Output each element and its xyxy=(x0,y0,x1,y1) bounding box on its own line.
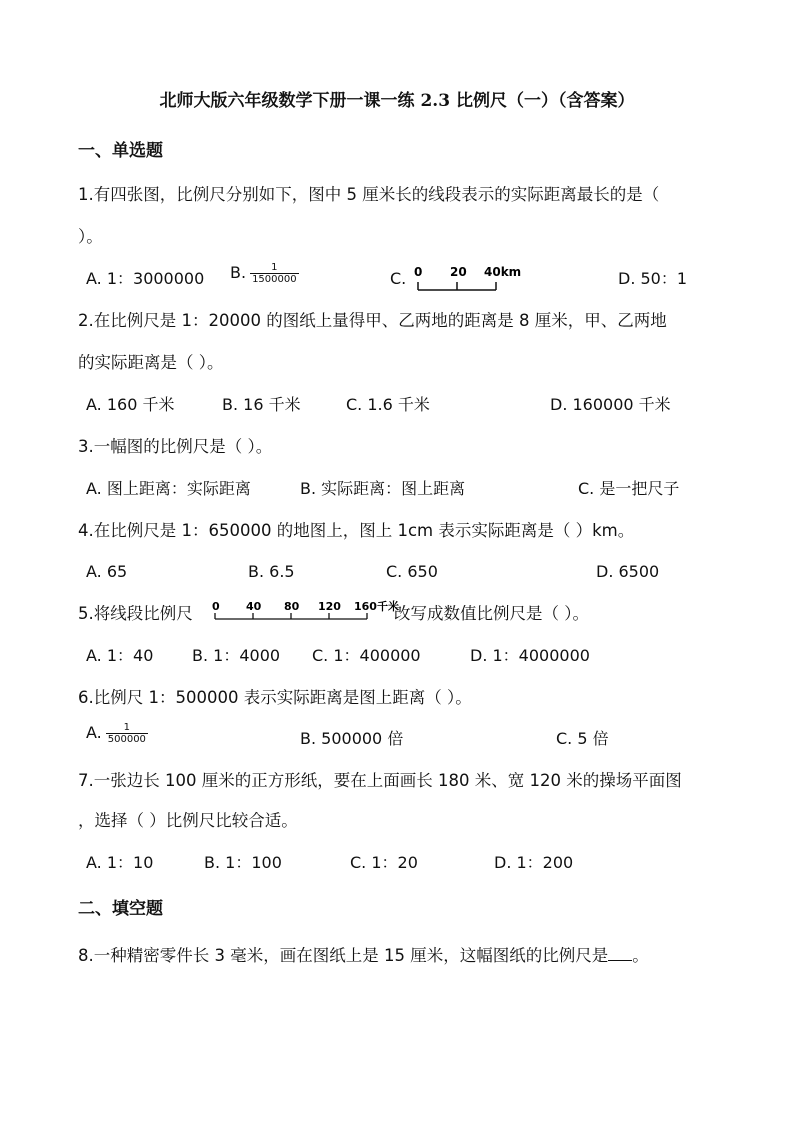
q5-text-suffix: 改写成数值比例尺是（ ）。 xyxy=(394,604,589,623)
q2-option-d[interactable]: D. 160000 千米 xyxy=(550,395,671,414)
q5-scale-tick-label: 40 xyxy=(246,600,262,613)
q7-option-a[interactable]: A. 1：10 xyxy=(86,853,154,872)
q5-scale-tick-label: 80 xyxy=(284,600,300,613)
q1-option-c[interactable] xyxy=(390,268,406,290)
q1-option-b[interactable] xyxy=(230,262,299,285)
q3-text: 3.一幅图的比例尺是（ ）。 xyxy=(78,437,273,456)
q3-option-b[interactable]: B. 实际距离：图上距离 xyxy=(300,479,466,498)
q1-scale-tick-label: 40km xyxy=(484,265,522,279)
q7-option-d[interactable]: D. 1：200 xyxy=(494,853,574,872)
q5-option-b[interactable]: B. 1：4000 xyxy=(192,646,281,665)
q2-text-line1: 2.在比例尺是 1：20000 的图纸上量得甲、乙两地的距离是 8 厘米，甲、乙两地 xyxy=(78,311,667,330)
q5-scale-tick-label: 160千米 xyxy=(354,600,399,613)
q7-text-line1: 7.一张边长 100 厘米的正方形纸，要在上面画长 180 米、宽 120 米的操场平面图 xyxy=(78,771,682,790)
q8-text-end: 。 xyxy=(632,946,649,965)
q1-text-line1: 1.有四张图，比例尺分别如下，图中 5 厘米长的线段表示的实际距离最长的是（ xyxy=(78,185,660,204)
q1-option-b-numerator: 1 xyxy=(271,262,278,273)
q2-option-a[interactable]: A. 160 千米 xyxy=(86,395,175,414)
q1-option-c-label: C. xyxy=(390,269,407,288)
q1-scale-tick-label: 20 xyxy=(450,265,467,279)
q7-text-line2: ，选择（ ）比例尺比较合适。 xyxy=(78,811,298,830)
q4-option-a[interactable]: A. 65 xyxy=(86,562,128,581)
q4-option-b[interactable]: B. 6.5 xyxy=(248,562,295,581)
q5-option-c[interactable]: C. 1：400000 xyxy=(312,646,421,665)
q5-line-scale xyxy=(208,597,399,625)
q7-option-b[interactable]: B. 1：100 xyxy=(204,853,282,872)
q6-option-a-denominator: 500000 xyxy=(107,734,146,745)
q8-text xyxy=(78,944,649,967)
q5-scale-tick-label: 0 xyxy=(212,600,220,613)
page-title: 北师大版六年级数学下册一课一练 2.3 比例尺（一）（含答案） xyxy=(159,91,635,111)
q1-option-b-label: B. xyxy=(230,263,247,282)
q1-option-b-denominator: 1500000 xyxy=(252,274,297,285)
q6-option-a[interactable] xyxy=(86,722,148,745)
section-heading-single-choice: 一、单选题 xyxy=(78,141,163,161)
q1-text-line2: ）。 xyxy=(78,227,103,246)
q6-text: 6.比例尺 1：500000 表示实际距离是图上距离（ ）。 xyxy=(78,688,472,707)
q5-scale-tick-label: 120 xyxy=(318,600,341,613)
q6-option-a-fraction xyxy=(106,722,148,745)
q7-option-c[interactable]: C. 1：20 xyxy=(350,853,418,872)
q5-text-prefix: 5.将线段比例尺 xyxy=(78,604,193,623)
q8-text-body: 8.一种精密零件长 3 毫米，画在图纸上是 15 厘米，这幅图纸的比例尺是 xyxy=(78,946,609,965)
q1-option-b-fraction xyxy=(250,262,299,285)
section-heading-fill-blank: 二、填空题 xyxy=(78,899,163,919)
q4-option-d[interactable]: D. 6500 xyxy=(596,562,660,581)
q1-option-d[interactable]: D. 50：1 xyxy=(618,269,688,288)
q4-option-c[interactable]: C. 650 xyxy=(386,562,438,581)
q3-option-c[interactable]: C. 是一把尺子 xyxy=(578,479,680,498)
q6-option-c[interactable]: C. 5 倍 xyxy=(556,729,609,748)
q1-scale-tick-label: 0 xyxy=(414,265,423,279)
q2-text-line2: 的实际距离是（ ）。 xyxy=(78,353,224,372)
q6-option-b[interactable]: B. 500000 倍 xyxy=(300,729,404,748)
q4-text: 4.在比例尺是 1：650000 的地图上，图上 1cm 表示实际距离是（ ）km。 xyxy=(78,521,635,540)
q6-option-a-label: A. xyxy=(86,723,102,742)
q5-option-a[interactable]: A. 1：40 xyxy=(86,646,154,665)
q2-option-b[interactable]: B. 16 千米 xyxy=(222,395,301,414)
q8-answer-blank[interactable] xyxy=(608,944,632,961)
q1-option-a[interactable]: A. 1：3000000 xyxy=(86,269,205,288)
q6-option-a-numerator: 1 xyxy=(123,722,131,733)
q2-option-c[interactable]: C. 1.6 千米 xyxy=(346,395,430,414)
q1-line-scale xyxy=(412,262,522,296)
q5-option-d[interactable]: D. 1：4000000 xyxy=(470,646,590,665)
q3-option-a[interactable]: A. 图上距离：实际距离 xyxy=(86,479,251,498)
